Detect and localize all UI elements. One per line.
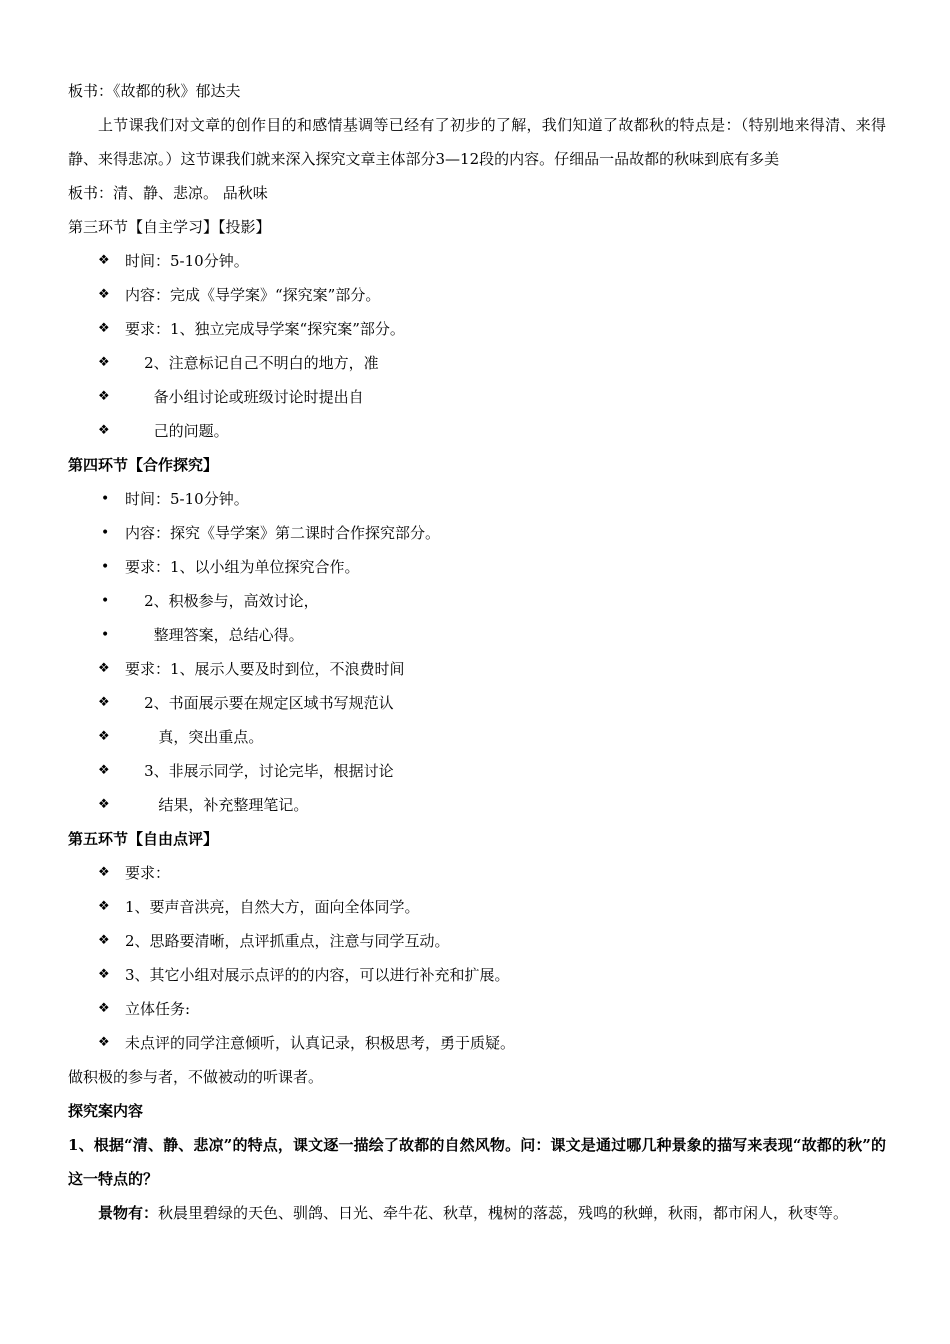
list-item bbox=[68, 244, 886, 278]
section4-title: 第四环节【合作探究】 bbox=[68, 456, 219, 474]
bullet-icon: • bbox=[101, 525, 110, 541]
diamond-bullet-icon: ❖ bbox=[98, 797, 110, 812]
list-item bbox=[68, 856, 886, 890]
list-item-text: 3、其它小组对展示点评的的内容，可以进行补充和扩展。 bbox=[125, 966, 510, 984]
section4-bullet-list bbox=[68, 482, 886, 652]
list-item-text: 要求：1、独立完成导学案“探究案”部分。 bbox=[125, 320, 405, 338]
list-item-text: 2、书面展示要在规定区域书写规范认 bbox=[125, 694, 394, 712]
list-item-text: 内容：探究《导学案》第二课时合作探究部分。 bbox=[125, 524, 441, 542]
bullet-icon: • bbox=[101, 491, 110, 507]
diamond-bullet-icon: ❖ bbox=[98, 661, 110, 676]
list-item bbox=[68, 890, 886, 924]
list-item bbox=[68, 278, 886, 312]
list-item-text: 时间：5-10分钟。 bbox=[125, 252, 249, 270]
list-item bbox=[68, 924, 886, 958]
diamond-bullet-icon: ❖ bbox=[98, 423, 110, 438]
list-item-text: 2、注意标记自己不明白的地方，准 bbox=[125, 354, 379, 372]
list-item-text: 时间：5-10分钟。 bbox=[125, 490, 249, 508]
diamond-bullet-icon: ❖ bbox=[98, 695, 110, 710]
list-item bbox=[68, 346, 886, 380]
blackboard-summary: 板书：清、静、悲凉。 品秋味 bbox=[68, 184, 268, 202]
list-item-text: 立体任务: bbox=[125, 1000, 191, 1018]
bullet-icon: • bbox=[101, 593, 110, 609]
diamond-bullet-icon: ❖ bbox=[98, 763, 110, 778]
answer-label: 景物有： bbox=[98, 1204, 159, 1222]
diamond-bullet-icon: ❖ bbox=[98, 729, 110, 744]
list-item bbox=[68, 380, 886, 414]
answer-text: 秋晨里碧绿的天色、驯鸽、日光、牵牛花、秋草，槐树的落蕊，残鸣的秋蝉，秋雨，都市闲人，秋枣等。 bbox=[158, 1204, 849, 1222]
list-item bbox=[68, 754, 886, 788]
list-item bbox=[68, 584, 886, 618]
list-item bbox=[68, 720, 886, 754]
list-item bbox=[68, 414, 886, 448]
list-item-text: 3、非展示同学，讨论完毕，根据讨论 bbox=[125, 762, 394, 780]
diamond-bullet-icon: ❖ bbox=[98, 1035, 110, 1050]
list-item-text: 要求： bbox=[125, 864, 171, 882]
list-item bbox=[68, 686, 886, 720]
list-item-text: 整理答案，总结心得。 bbox=[125, 626, 304, 644]
intro-paragraph: 上节课我们对文章的创作目的和感情基调等已经有了初步的了解，我们知道了故都秋的特点是：（特别地来得清、来得静、来得悲凉。）这节课我们就来深入探究文章主体部分3—12段的内容。仔细品一品故都的秋味到底有多美 bbox=[68, 116, 886, 168]
diamond-bullet-icon: ❖ bbox=[98, 1001, 110, 1016]
list-item-text: 1、要声音洪亮，自然大方，面向全体同学。 bbox=[125, 898, 420, 916]
list-item-text: 2、思路要清晰，点评抓重点，注意与同学互动。 bbox=[125, 932, 450, 950]
list-item bbox=[68, 516, 886, 550]
list-item bbox=[68, 312, 886, 346]
bullet-icon: • bbox=[101, 627, 110, 643]
list-item-text: 内容：完成《导学案》“探究案”部分。 bbox=[125, 286, 381, 304]
list-item bbox=[68, 652, 886, 686]
diamond-bullet-icon: ❖ bbox=[98, 933, 110, 948]
inquiry-question: 1、根据“清、静、悲凉”的特点，课文逐一描绘了故都的自然风物。问：课文是通过哪几种景象的描写来表现“故都的秋”的这一特点的？ bbox=[68, 1136, 886, 1188]
list-item bbox=[68, 992, 886, 1026]
list-item-text: 2、积极参与，高效讨论， bbox=[125, 592, 319, 610]
inquiry-title: 探究案内容 bbox=[68, 1102, 144, 1120]
diamond-bullet-icon: ❖ bbox=[98, 321, 110, 336]
diamond-bullet-icon: ❖ bbox=[98, 253, 110, 268]
list-item-text: 要求：1、以小组为单位探究合作。 bbox=[125, 558, 360, 576]
section5-list bbox=[68, 856, 886, 1060]
list-item bbox=[68, 958, 886, 992]
section4-diamond-list bbox=[68, 652, 886, 822]
blackboard-title: 板书：《故都的秋》郁达夫 bbox=[68, 82, 241, 100]
list-item bbox=[68, 788, 886, 822]
list-item-text: 结果，补充整理笔记。 bbox=[125, 796, 309, 814]
diamond-bullet-icon: ❖ bbox=[98, 865, 110, 880]
list-item-text: 备小组讨论或班级讨论时提出自 bbox=[125, 388, 364, 406]
list-item-text: 真，突出重点。 bbox=[125, 728, 264, 746]
section3-list bbox=[68, 244, 886, 448]
list-item-text: 要求：1、展示人要及时到位，不浪费时间 bbox=[125, 660, 405, 678]
section5-closing: 做积极的参与者，不做被动的听课者。 bbox=[68, 1068, 324, 1086]
list-item bbox=[68, 482, 886, 516]
list-item-text: 己的问题。 bbox=[125, 422, 229, 440]
list-item bbox=[68, 1026, 886, 1060]
section5-title: 第五环节【自由点评】 bbox=[68, 830, 219, 848]
diamond-bullet-icon: ❖ bbox=[98, 355, 110, 370]
diamond-bullet-icon: ❖ bbox=[98, 899, 110, 914]
inquiry-answer bbox=[68, 1196, 886, 1230]
list-item bbox=[68, 550, 886, 584]
list-item bbox=[68, 618, 886, 652]
bullet-icon: • bbox=[101, 559, 110, 575]
diamond-bullet-icon: ❖ bbox=[98, 287, 110, 302]
document-page bbox=[68, 74, 886, 1230]
list-item-text: 未点评的同学注意倾听，认真记录，积极思考，勇于质疑。 bbox=[125, 1034, 516, 1052]
diamond-bullet-icon: ❖ bbox=[98, 967, 110, 982]
section3-title: 第三环节【自主学习】【投影】 bbox=[68, 218, 271, 236]
diamond-bullet-icon: ❖ bbox=[98, 389, 110, 404]
